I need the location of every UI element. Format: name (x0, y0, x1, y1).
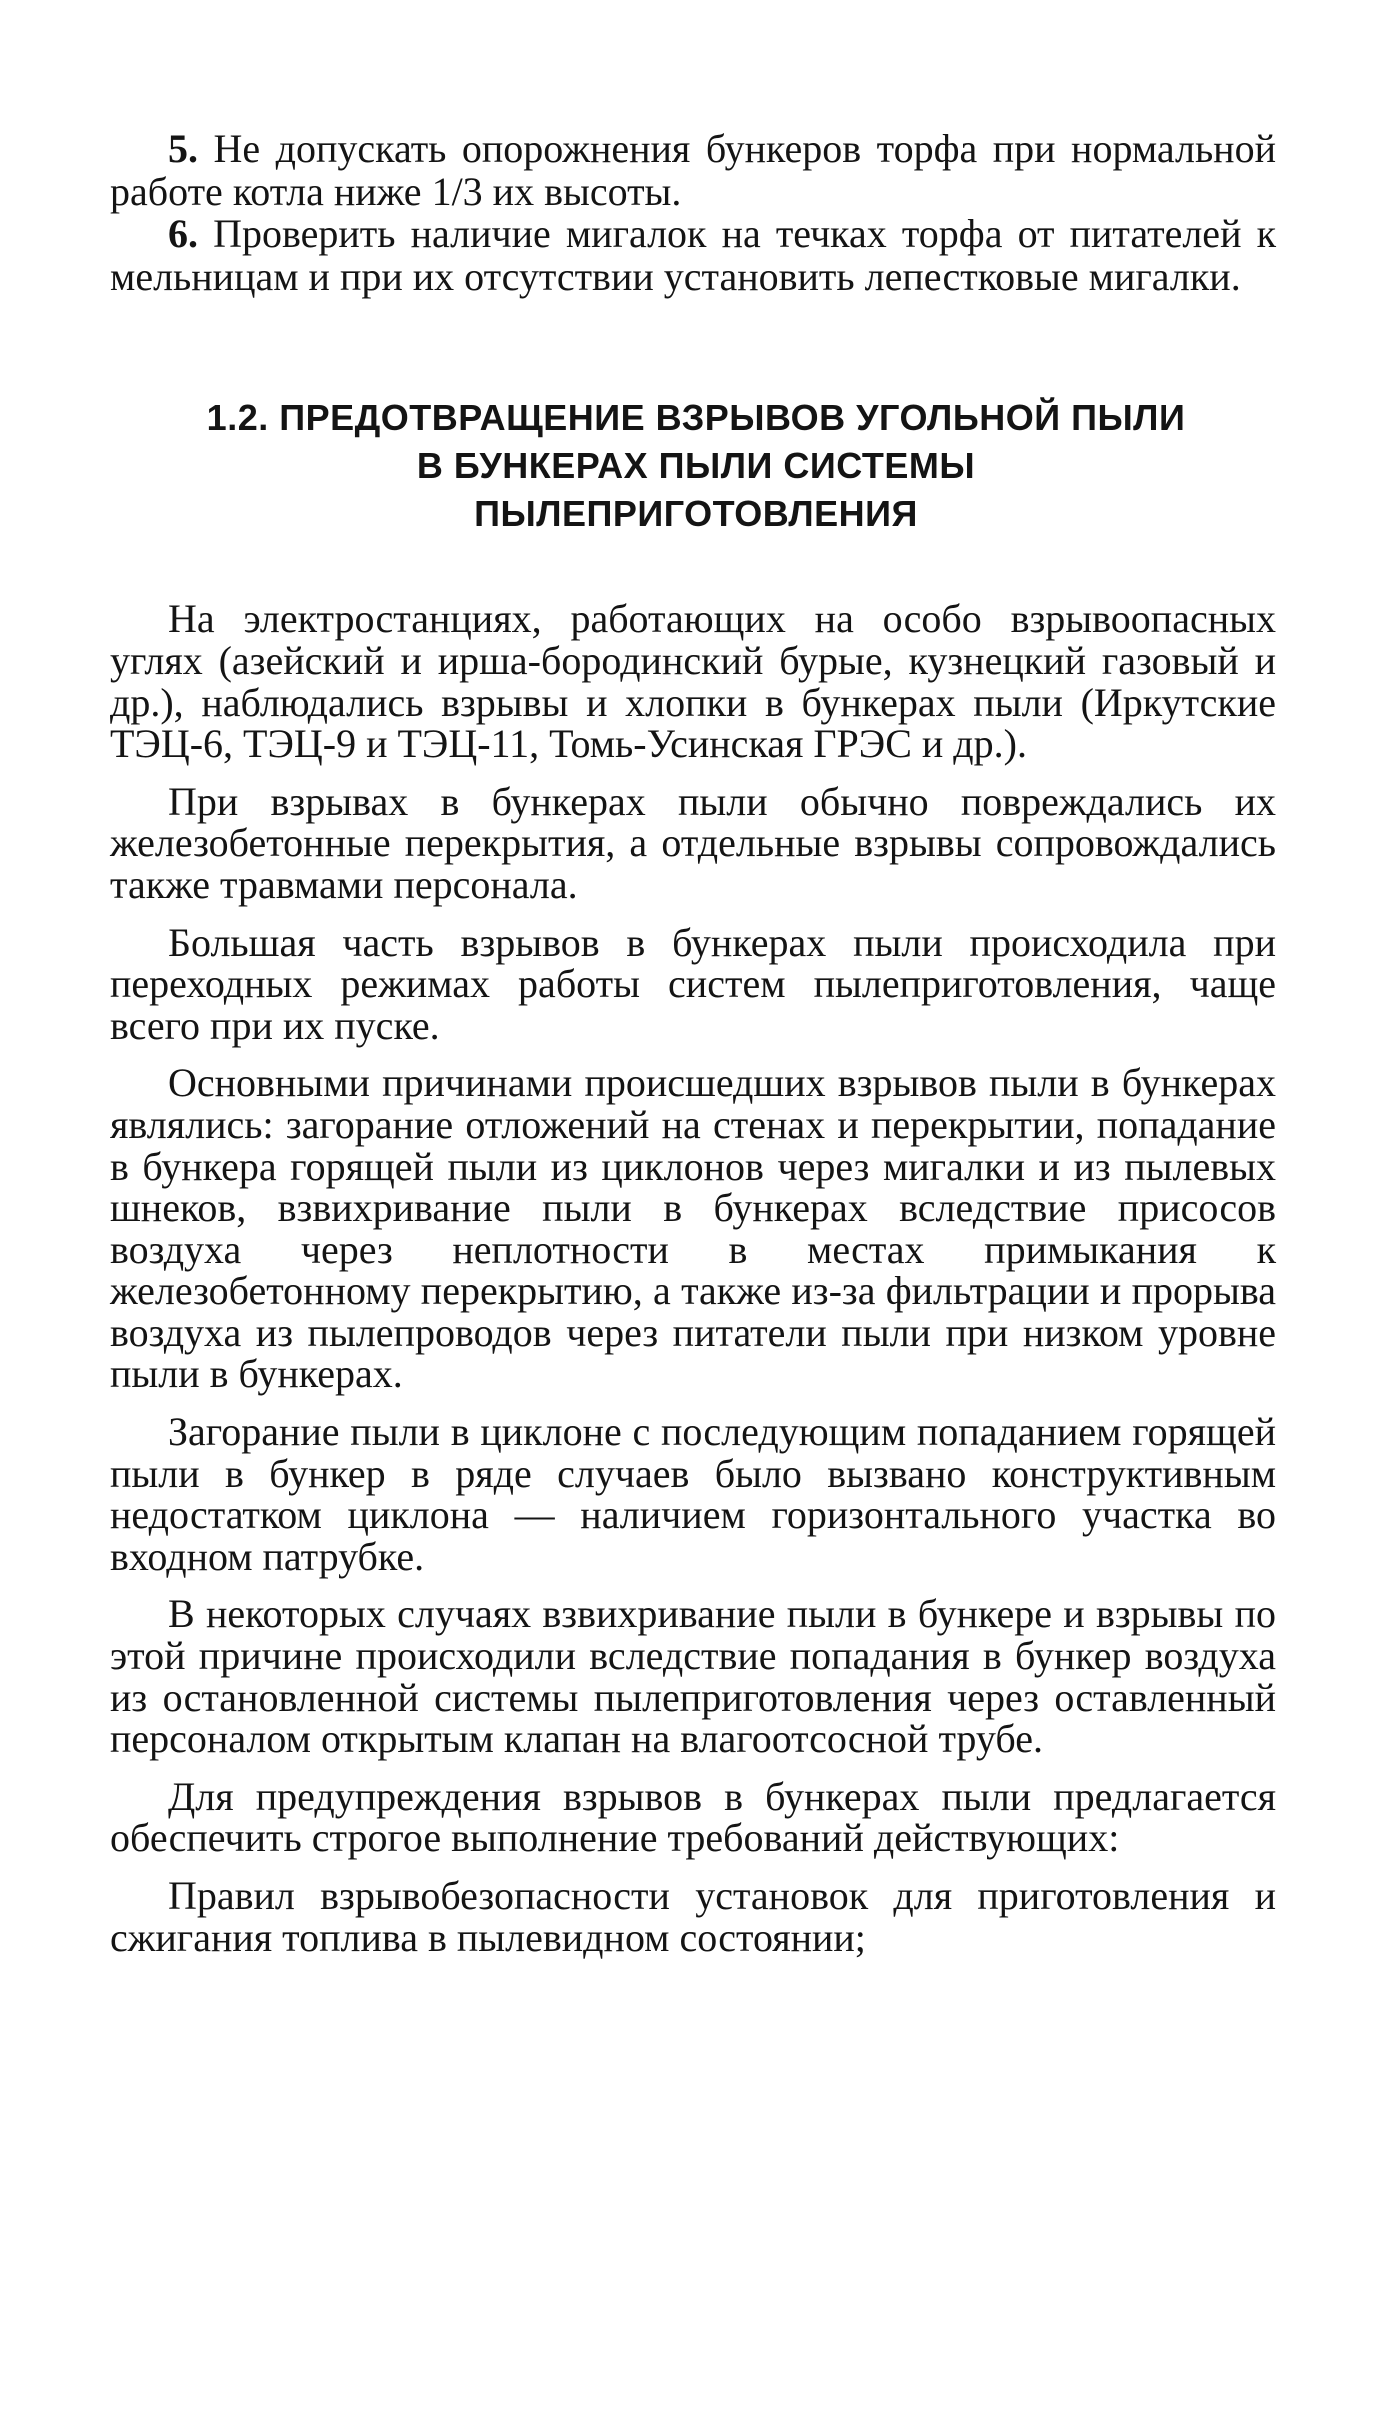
section-heading-line: 1.2. ПРЕДОТВРАЩЕНИЕ ВЗРЫВОВ УГОЛЬНОЙ ПЫЛИ (206, 397, 1186, 439)
section-heading-line: ПЫЛЕПРИГОТОВЛЕНИЯ (474, 493, 918, 535)
list-item-number: 6. (168, 211, 214, 257)
section-heading-line: В БУНКЕРАХ ПЫЛИ СИСТЕМЫ (416, 445, 976, 487)
list-item (110, 213, 1276, 298)
section-heading (110, 394, 1276, 538)
body-paragraph: Для предупреждения взрывов в бункерах пыли предлагается обеспечить строгое выполнение требований действующих: (110, 1773, 1276, 1861)
list-item-number: 5. (168, 126, 214, 171)
body-paragraph: Большая часть взрывов в бункерах пыли происходила при переходных режимах работы систем пылеприготовления, чаще всего при их пуске. (110, 919, 1276, 1048)
body-paragraph: Загорание пыли в циклоне с последующим попаданием горящей пыли в бункер в ряде случаев было вызвано конструктивным недостатком циклона — наличием горизонтального участка во входном патрубке. (110, 1409, 1276, 1579)
body-paragraph: На электростанциях, работающих на особо взрывоопасных углях (азейский и ирша-бородинский бурые, кузнецкий газовый и др.), наблюдались взрывы и хлопки в бункерах пыли (Иркутские ТЭЦ-6, ТЭЦ-9 и ТЭЦ-11, Томь-Усинская ГРЭС и др.). (110, 596, 1276, 767)
body-paragraph: Основными причинами происшедших взрывов пыли в бункерах являлись: загорание отложений на стенах и перекрытии, попадание в бункера горящей пыли из циклонов через мигалки и из пылевых шнеков, взвихривание пыли в бункерах вследствие присосов воздуха через неплотности в местах примыкания к железобетонному перекрытию, а также из-за фильтрации и прорыва воздуха из пылепроводов через питатели пыли при низком уровне пыли в бункерах. (110, 1060, 1276, 1397)
body-paragraph: При взрывах в бункерах пыли обычно повреждались их железобетонные перекрытия, а отдельные взрывы сопровождались также травмами персонала. (110, 778, 1276, 907)
list-item (110, 128, 1276, 213)
list-item-text: Проверить наличие мигалок на течках торфа от питателей к мельницам и при их отсутствии установить лепестковые мигалки. (110, 211, 1276, 299)
list-item-text: Не допускать опорожнения бункеров торфа при нормальной работе котла ниже 1/3 их высоты. (110, 126, 1276, 214)
body-paragraph: Правил взрывобезопасности установок для приготовления и сжигания топлива в пылевидном состоянии; (110, 1873, 1276, 1960)
body-paragraph: В некоторых случаях взвихривание пыли в бункере и взрывы по этой причине происходили вследствие попадания в бункер воздуха из остановленной системы пылеприготовления через оставленный персоналом открытым клапан на влагоотсосной трубе. (110, 1591, 1276, 1762)
